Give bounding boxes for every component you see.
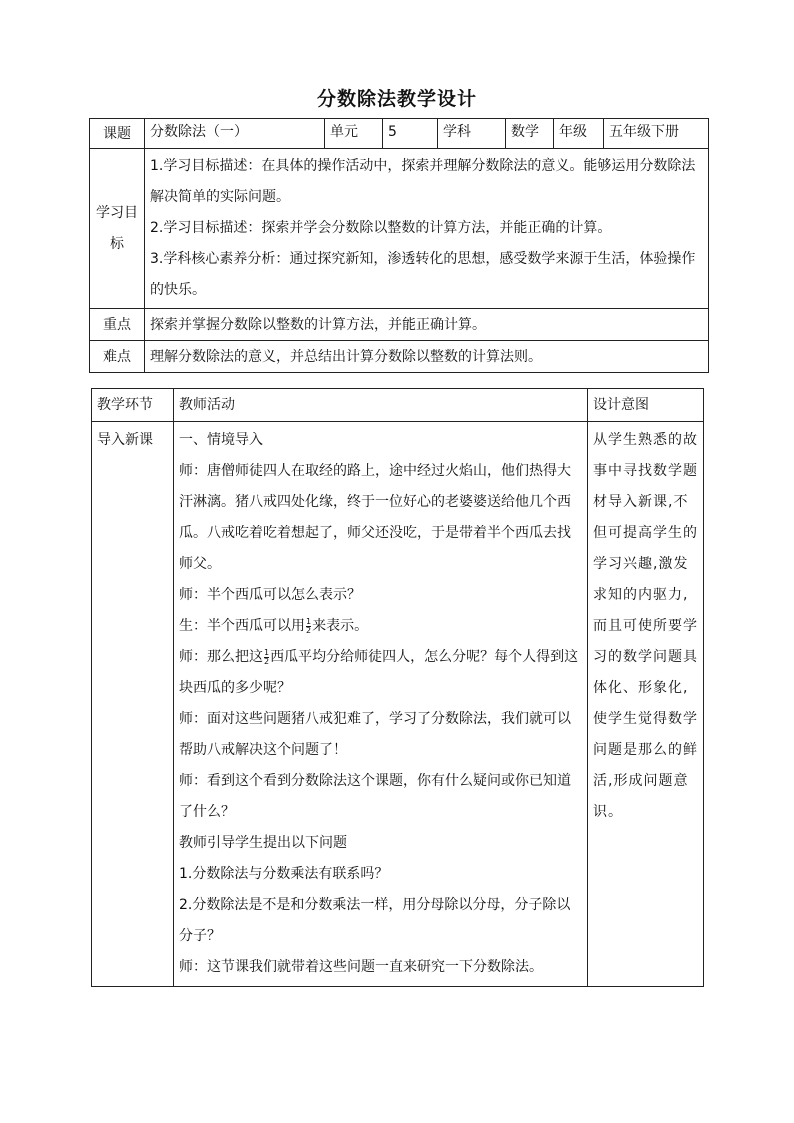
activity-line: 师：面对这些问题猪八戒犯难了，学习了分数除法，我们就可以帮助八戒解决这个问题了！ bbox=[179, 711, 571, 758]
activity-cell bbox=[174, 422, 588, 987]
activity-line: 师：看到这个看到分数除法这个课题，你有什么疑问或你已知道了什么？ bbox=[179, 773, 571, 820]
col-activity-header: 教师活动 bbox=[174, 389, 588, 422]
activity-line: 师：半个西瓜可以怎么表示？ bbox=[179, 587, 361, 603]
goals-cell bbox=[145, 149, 709, 309]
activity-text: 生：半个西瓜可以用 bbox=[179, 618, 305, 634]
fraction-one-half bbox=[264, 649, 269, 666]
fraction-denominator: 2 bbox=[264, 656, 270, 666]
goal-1: 1.学习目标描述：在具体的操作活动中，探索并理解分数除法的意义。能够运用分数除法解决简单的实际问题。 bbox=[150, 158, 696, 205]
key-label: 重点 bbox=[90, 309, 145, 341]
intent-cell: 从学生熟悉的故事中寻找数学题材导入新课,不但可提高学生的学习兴趣,激发求知的内驱力,而且可使所要学习的数学问题具体化、形象化,使学生觉得数学问题是那么的鲜活,形成问题意识。 bbox=[588, 422, 704, 987]
activity-line: 2.分数除法是不是和分数乘法一样，用分母除以分母，分子除以分子？ bbox=[179, 897, 571, 944]
col-stage-header: 教学环节 bbox=[92, 389, 174, 422]
topic-label: 课题 bbox=[90, 119, 145, 149]
fraction-numerator: 1 bbox=[306, 616, 312, 626]
unit-label: 单元 bbox=[325, 119, 383, 149]
activity-line: 师：这节课我们就带着这些问题一直来研究一下分数除法。 bbox=[179, 959, 543, 975]
activity-text: 师：那么把这 bbox=[179, 649, 263, 665]
goal-2: 2.学习目标描述：探索并学会分数除以整数的计算方法，并能正确的计算。 bbox=[150, 220, 612, 236]
unit-value: 5 bbox=[383, 119, 438, 149]
grade-value: 五年级下册 bbox=[604, 119, 709, 149]
goal-3: 3.学科核心素养分析：通过探究新知，渗透转化的思想，感受数学来源于生活，体验操作的快乐。 bbox=[150, 251, 696, 298]
col-intent-header: 设计意图 bbox=[588, 389, 704, 422]
activity-text: 西瓜平均分给师徒四人，怎么分呢？每个人得到这块西瓜的多少呢？ bbox=[179, 649, 579, 696]
difficulty-label: 难点 bbox=[90, 341, 145, 373]
fraction-numerator: 1 bbox=[264, 647, 270, 657]
activity-line bbox=[179, 611, 582, 642]
topic-value: 分数除法（一） bbox=[145, 119, 325, 149]
info-table bbox=[89, 118, 709, 373]
activity-line: 教师引导学生提出以下问题 bbox=[179, 835, 347, 851]
stage-cell: 导入新课 bbox=[92, 422, 174, 987]
activity-text: 来表示。 bbox=[312, 618, 369, 634]
fraction-denominator: 2 bbox=[306, 625, 312, 635]
goals-label: 学习目标 bbox=[90, 149, 145, 309]
activity-table bbox=[91, 388, 704, 987]
activity-line bbox=[179, 642, 582, 704]
subject-label: 学科 bbox=[438, 119, 506, 149]
difficulty-value: 理解分数除法的意义，并总结出计算分数除以整数的计算法则。 bbox=[145, 341, 709, 373]
page-title: 分数除法教学设计 bbox=[316, 88, 477, 110]
subject-value: 数学 bbox=[506, 119, 554, 149]
fraction-one-half bbox=[306, 618, 311, 635]
activity-line: 1.分数除法与分数乘法有联系吗？ bbox=[179, 866, 389, 882]
activity-line: 一、情境导入 bbox=[179, 432, 263, 448]
activity-line: 师：唐僧师徒四人在取经的路上，途中经过火焰山，他们热得大汗淋漓。猪八戒四处化缘，终于一位好心的老婆婆送给他几个西瓜。八戒吃着吃着想起了，师父还没吃，于是带着半个西瓜去找师父。 bbox=[179, 463, 571, 572]
key-value: 探索并掌握分数除以整数的计算方法，并能正确计算。 bbox=[145, 309, 709, 341]
grade-label: 年级 bbox=[554, 119, 604, 149]
